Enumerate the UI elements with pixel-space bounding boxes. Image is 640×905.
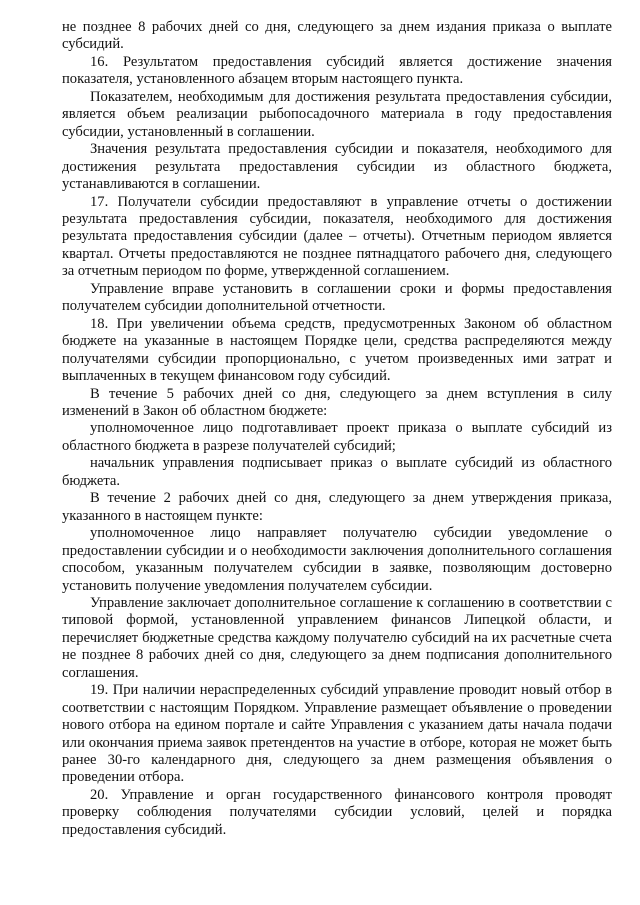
paragraph-additional-reporting: Управление вправе установить в соглашении сроки и формы предоставления получателем субсидии дополнительной отчетности. bbox=[62, 280, 612, 315]
paragraph-additional-agreement: Управление заключает дополнительное соглашение к соглашению в соответствии с типовой формой, установленной управлением финансов Липецкой области, и перечисляет бюджетные средства каждому получателю субсидий на их расчетные счета не позднее 8 рабочих дней со дня, следующего за днем подписания дополнительного соглашения. bbox=[62, 594, 612, 681]
paragraph-clause-16: 16. Результатом предоставления субсидий является достижение значения показателя, установленного абзацем вторым настоящего пункта. bbox=[62, 53, 612, 88]
paragraph-clause-19: 19. При наличии нераспределенных субсидий управление проводит новый отбор в соответствии с настоящим Порядком. Управление размещает объявление о проведении нового отбора на едином портале и сайте Управления с указанием даты начала подачи или окончания приема заявок претендентов на участие в отборе, которая не может быть ранее 30-го календарного дня, следующего за днем размещения объявления о проведении отбора. bbox=[62, 682, 612, 786]
paragraph-clause-17: 17. Получатели субсидии предоставляют в управление отчеты о достижении результата предоставления субсидии, показателя, необходимого для достижения результата предоставления субсидии (далее – отчеты). Отчетным периодом является квартал. Отчеты предоставляются не позднее пятнадцатого рабочего дня, следующего за отчетным периодом по форме, утвержденной соглашением. bbox=[62, 193, 612, 280]
paragraph-clause-18: 18. При увеличении объема средств, предусмотренных Законом об областном бюджете на указанные в настоящем Порядке цели, средства распределяются между получателями субсидии пропорционально, с учетом произведенных ими затрат и выплаченных в текущем финансовом году субсидий. bbox=[62, 315, 612, 385]
paragraph-indicator-values: Значения результата предоставления субсидии и показателя, необходимого для достижения результата предоставления субсидии из областного бюджета, устанавливаются в соглашении. bbox=[62, 141, 612, 193]
paragraph-clause-20: 20. Управление и орган государственного финансового контроля проводят проверку соблюдения получателями субсидии условий, целей и порядка предоставления субсидий. bbox=[62, 786, 612, 838]
paragraph-continuation: не позднее 8 рабочих дней со дня, следующего за днем издания приказа о выплате субсидий. bbox=[62, 19, 612, 53]
paragraph-five-days: В течение 5 рабочих дней со дня, следующего за днем вступления в силу изменений в Закон об областном бюджете: bbox=[62, 385, 612, 419]
paragraph-draft-order: уполномоченное лицо подготавливает проект приказа о выплате субсидий из областного бюджета в разрезе получателей субсидий; bbox=[62, 420, 612, 454]
paragraph-two-days: В течение 2 рабочих дней со дня, следующего за днем утверждения приказа, указанного в настоящем пункте: bbox=[62, 490, 612, 524]
paragraph-notification: уполномоченное лицо направляет получателю субсидии уведомление о предоставлении субсидии и о необходимости заключения дополнительного соглашения способом, указанным получателем субсидии в заявке, позволяющим достоверно установить получение уведомления получателем субсидии. bbox=[62, 525, 612, 594]
paragraph-signs-order: начальник управления подписывает приказ о выплате субсидий из областного бюджета. bbox=[62, 455, 612, 489]
paragraph-indicator-definition: Показателем, необходимым для достижения результата предоставления субсидии, является объем реализации рыбопосадочного материала в году предоставления субсидии, установленный в соглашении. bbox=[62, 88, 612, 140]
